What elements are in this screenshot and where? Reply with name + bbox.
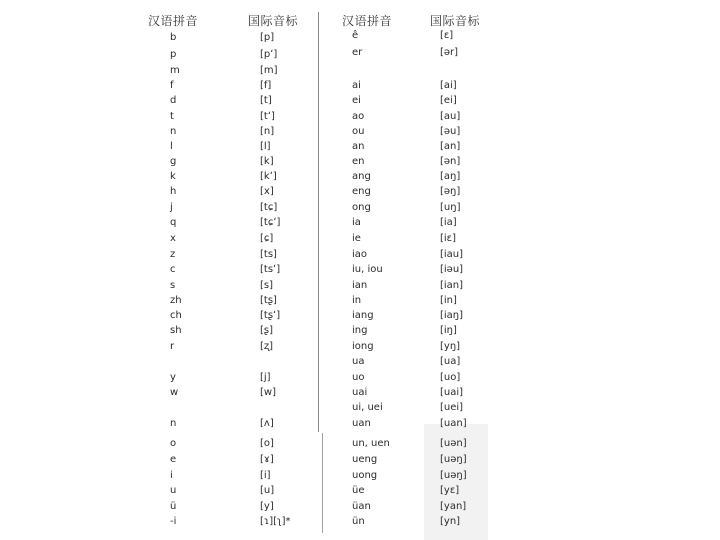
left-ipa-cell: [ɤ]	[260, 454, 274, 465]
left-ipa-cell: [w]	[260, 387, 276, 398]
left-pinyin-cell: -i	[170, 516, 177, 527]
right-ipa-cell: [uei]	[440, 402, 464, 413]
left-pinyin-cell: ü	[170, 501, 177, 512]
right-pinyin-cell: iao	[352, 249, 368, 260]
left-ipa-cell: [ɕ]	[260, 233, 274, 244]
right-ipa-cell: [aŋ]	[440, 171, 461, 182]
right-pinyin-cell: uong	[352, 470, 378, 481]
right-ipa-cell: [iəu]	[440, 264, 464, 275]
right-pinyin-cell: ou	[352, 126, 365, 137]
left-ipa-cell: [k]	[260, 156, 274, 167]
right-ipa-cell: [iaŋ]	[440, 310, 464, 321]
left-ipa-cell: [s]	[260, 280, 274, 291]
right-ipa-cell: [iŋ]	[440, 325, 457, 336]
left-ipa-cell: [l]	[260, 141, 271, 152]
left-ipa-cell: [tɕ]	[260, 202, 278, 213]
left-ipa-cell: [f]	[260, 80, 272, 91]
left-ipa-cell: [t]	[260, 95, 272, 106]
left-pinyin-cell: l	[170, 141, 173, 152]
right-pinyin-cell: eng	[352, 186, 371, 197]
right-ipa-cell: [ər]	[440, 47, 459, 58]
right-ipa-cell: [yn]	[440, 516, 461, 527]
left-ipa-cell: [ɿ][ʅ]*	[260, 516, 291, 527]
left-ipa-cell: [pʻ]	[260, 49, 278, 60]
left-pinyin-cell: n	[170, 418, 177, 429]
right-ipa-cell: [yan]	[440, 501, 467, 512]
left-ipa-cell: [x]	[260, 186, 274, 197]
right-pinyin-cell: ê	[352, 30, 359, 41]
left-ipa-cell: [p]	[260, 32, 275, 43]
left-pinyin-cell: p	[170, 49, 177, 60]
right-ipa-cell: [iɛ]	[440, 233, 456, 244]
column-divider	[318, 12, 319, 432]
right-ipa-cell: [ia]	[440, 217, 457, 228]
right-ipa-cell: [ei]	[440, 95, 457, 106]
right-pinyin-cell: an	[352, 141, 365, 152]
header-right-pinyin: 汉语拼音	[342, 14, 393, 28]
left-pinyin-cell: u	[170, 485, 177, 496]
right-ipa-cell: [uəŋ]	[440, 454, 467, 465]
right-pinyin-cell: ie	[352, 233, 361, 244]
right-ipa-cell: [iau]	[440, 249, 464, 260]
left-ipa-cell: [tʂ]	[260, 295, 277, 306]
left-pinyin-cell: s	[170, 280, 176, 291]
left-pinyin-cell: ch	[170, 310, 182, 321]
left-ipa-cell: [tʻ]	[260, 111, 275, 122]
right-pinyin-cell: ian	[352, 280, 368, 291]
left-ipa-cell: [ʌ]	[260, 418, 274, 429]
left-pinyin-cell: g	[170, 156, 177, 167]
right-pinyin-cell: üe	[352, 485, 365, 496]
header-left-pinyin: 汉语拼音	[148, 14, 199, 28]
right-ipa-cell: [uŋ]	[440, 202, 461, 213]
right-pinyin-cell: ang	[352, 171, 371, 182]
right-pinyin-cell: in	[352, 295, 362, 306]
left-pinyin-cell: r	[170, 341, 175, 352]
left-pinyin-cell: h	[170, 186, 177, 197]
left-pinyin-cell: n	[170, 126, 177, 137]
left-pinyin-cell: i	[170, 470, 173, 481]
right-pinyin-cell: uai	[352, 387, 368, 398]
left-pinyin-cell: e	[170, 454, 177, 465]
left-pinyin-cell: sh	[170, 325, 182, 336]
right-ipa-cell: [yɛ]	[440, 485, 460, 496]
left-ipa-cell: [tʂʻ]	[260, 310, 281, 321]
right-pinyin-cell: ai	[352, 80, 361, 91]
right-ipa-cell: [ɛ]	[440, 30, 454, 41]
left-pinyin-cell: o	[170, 438, 177, 449]
right-pinyin-cell: uan	[352, 418, 371, 429]
right-pinyin-cell: ua	[352, 356, 365, 367]
left-ipa-cell: [tɕʻ]	[260, 217, 281, 228]
right-ipa-cell: [uo]	[440, 372, 461, 383]
right-ipa-cell: [yŋ]	[440, 341, 461, 352]
right-pinyin-cell: ui, uei	[352, 402, 383, 413]
right-ipa-cell: [ua]	[440, 356, 461, 367]
left-ipa-cell: [i]	[260, 470, 271, 481]
left-ipa-cell: [j]	[260, 372, 271, 383]
left-ipa-cell: [ʂ]	[260, 325, 274, 336]
right-pinyin-cell: iu, iou	[352, 264, 383, 275]
left-pinyin-cell: t	[170, 111, 174, 122]
right-ipa-cell: [uan]	[440, 418, 467, 429]
left-ipa-cell: [n]	[260, 126, 275, 137]
left-ipa-cell: [ts]	[260, 249, 277, 260]
left-ipa-cell: [m]	[260, 65, 278, 76]
right-pinyin-cell: üan	[352, 501, 371, 512]
left-pinyin-cell: z	[170, 249, 176, 260]
left-pinyin-cell: k	[170, 171, 176, 182]
right-ipa-cell: [au]	[440, 111, 461, 122]
right-pinyin-cell: ei	[352, 95, 361, 106]
left-ipa-cell: [y]	[260, 501, 274, 512]
left-pinyin-cell: j	[170, 202, 173, 213]
right-pinyin-cell: iong	[352, 341, 374, 352]
right-pinyin-cell: ong	[352, 202, 371, 213]
left-pinyin-cell: f	[170, 80, 174, 91]
right-pinyin-cell: uo	[352, 372, 365, 383]
right-ipa-cell: [ai]	[440, 80, 457, 91]
header-right-ipa: 国际音标	[430, 14, 481, 28]
column-divider-lower	[322, 433, 323, 533]
left-pinyin-cell: w	[170, 387, 179, 398]
right-ipa-cell: [uəŋ]	[440, 470, 467, 481]
right-ipa-cell: [əu]	[440, 126, 461, 137]
left-pinyin-cell: c	[170, 264, 176, 275]
right-pinyin-cell: ao	[352, 111, 365, 122]
left-ipa-cell: [ʐ]	[260, 341, 274, 352]
left-ipa-cell: [u]	[260, 485, 275, 496]
left-pinyin-cell: b	[170, 32, 177, 43]
left-pinyin-cell: x	[170, 233, 176, 244]
right-ipa-cell: [əŋ]	[440, 186, 461, 197]
left-ipa-cell: [kʻ]	[260, 171, 277, 182]
right-pinyin-cell: iang	[352, 310, 374, 321]
right-ipa-cell: [an]	[440, 141, 461, 152]
right-ipa-cell: [ian]	[440, 280, 464, 291]
left-pinyin-cell: m	[170, 65, 180, 76]
header-left-ipa: 国际音标	[248, 14, 299, 28]
right-pinyin-cell: er	[352, 47, 363, 58]
left-pinyin-cell: y	[170, 372, 176, 383]
left-pinyin-cell: d	[170, 95, 177, 106]
left-ipa-cell: [o]	[260, 438, 274, 449]
right-pinyin-cell: ia	[352, 217, 361, 228]
right-pinyin-cell: ün	[352, 516, 365, 527]
right-ipa-cell: [in]	[440, 295, 457, 306]
left-pinyin-cell: zh	[170, 295, 182, 306]
right-ipa-cell: [uən]	[440, 438, 467, 449]
left-pinyin-cell: q	[170, 217, 177, 228]
right-ipa-cell: [uai]	[440, 387, 464, 398]
right-pinyin-cell: ing	[352, 325, 368, 336]
right-pinyin-cell: ueng	[352, 454, 378, 465]
right-pinyin-cell: un, uen	[352, 438, 390, 449]
left-ipa-cell: [tsʻ]	[260, 264, 281, 275]
right-ipa-cell: [ən]	[440, 156, 461, 167]
right-pinyin-cell: en	[352, 156, 365, 167]
